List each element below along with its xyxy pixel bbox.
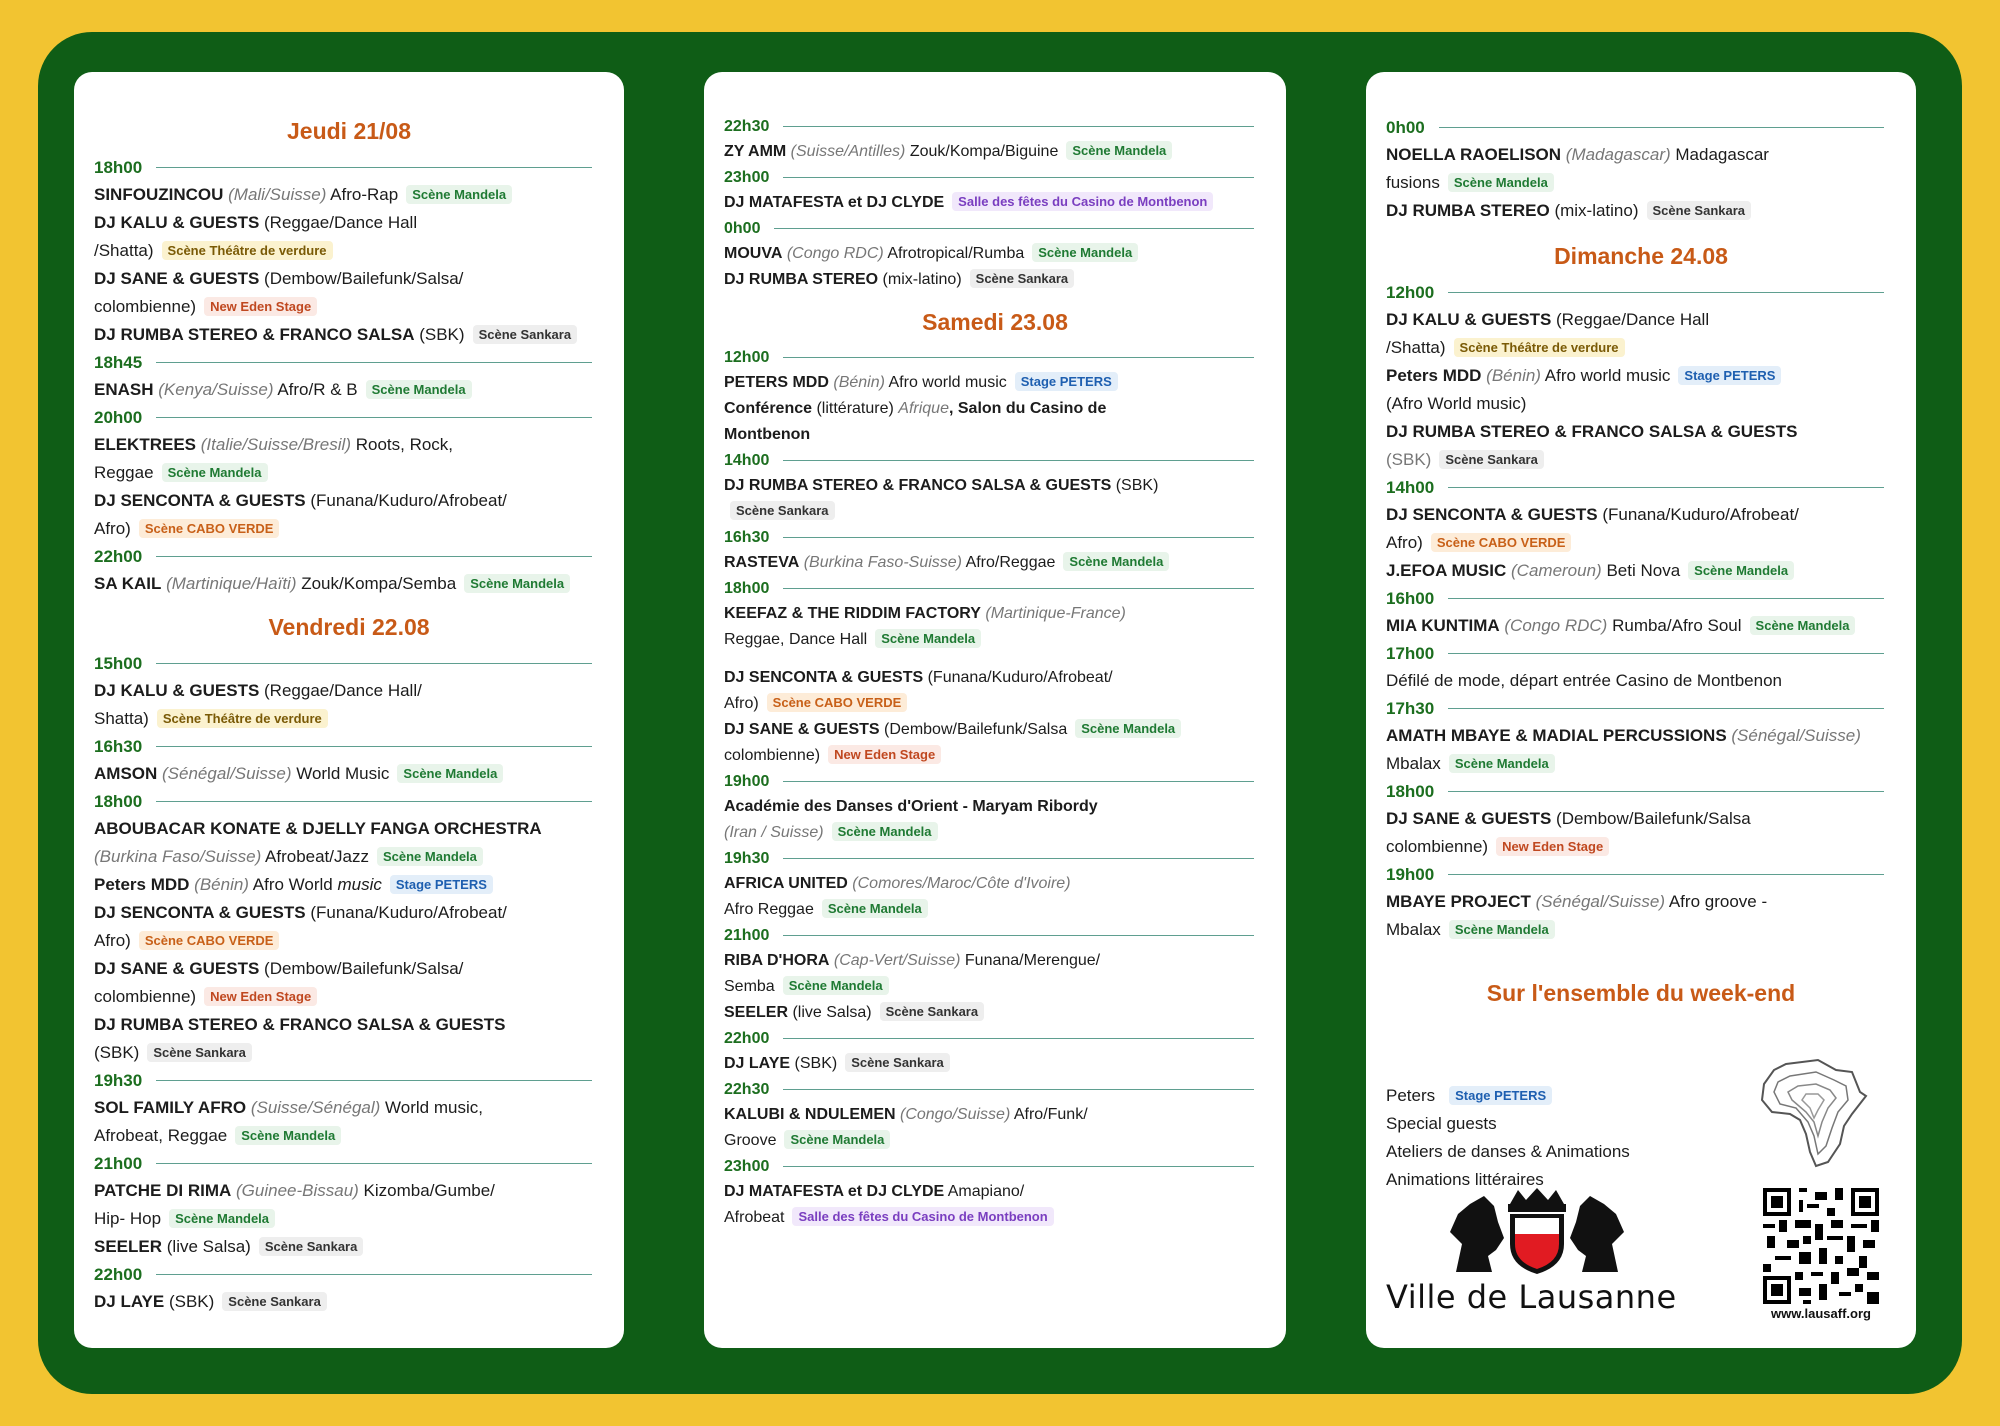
stage-badge: Scène Mandela	[162, 463, 268, 482]
stage-badge: Scène Sankara	[730, 501, 835, 520]
program-entry: ZY AMM (Suisse/Antilles) Zouk/Kompa/Biguine Scène Mandela	[724, 139, 1266, 165]
stage-badge: New Eden Stage	[828, 745, 941, 764]
stage-badge: Scène Sankara	[147, 1043, 252, 1062]
program-entry: DJ SENCONTA & GUESTS (Funana/Kuduro/Afrobeat/ Afro) Scène CABO VERDE	[94, 903, 507, 950]
stage-badge: Scène Mandela	[1063, 552, 1169, 571]
program-entry: SEELER (live Salsa) Scène Sankara	[94, 1233, 604, 1261]
program-entry: DJ SANE & GUESTS (Dembow/Bailefunk/Salsa Scène Mandela colombienne) New Eden Stage	[724, 717, 1266, 769]
panel-sunday	[1366, 72, 1916, 1348]
stage-badge: Scène Mandela	[235, 1126, 341, 1145]
stage-badge: Scène Mandela	[377, 847, 483, 866]
time-slot: 22h30	[724, 114, 1266, 139]
program-entry: SA KAIL (Martinique/Haïti) Zouk/Kompa/Semba Scène Mandela	[94, 570, 604, 598]
program-entry: DJ RUMBA STEREO & FRANCO SALSA & GUESTS (SBK) Scène Sankara	[94, 1015, 506, 1062]
time-slot: 12h00	[1386, 279, 1896, 306]
stage-badge: Salle des fêtes du Casino de Montbenon	[952, 192, 1213, 211]
program-entry: MOUVA (Congo RDC) Afrotropical/Rumba Scène Mandela	[724, 241, 1266, 267]
program-entry: PATCHE DI RIMA (Guinee-Bissau) Kizomba/Gumbe/ Hip- Hop Scène Mandela	[94, 1181, 495, 1228]
day-heading-friday: Vendredi 22.08	[268, 614, 430, 640]
program-entry: DJ SENCONTA & GUESTS (Funana/Kuduro/Afrobeat/ Afro) Scène CABO VERDE	[1386, 505, 1799, 552]
stage-badge: Scène Mandela	[1066, 141, 1172, 160]
program-entry: Conférence (littérature) Afrique, Salon du Casino de Montbenon	[724, 400, 1107, 443]
program-entry: DJ RUMBA STEREO (mix-latino) Scène Sankara	[1386, 197, 1896, 225]
stage-badge: Scène Théâtre de verdure	[1454, 338, 1625, 357]
time-slot: 22h00	[724, 1026, 1266, 1051]
website-link[interactable]: www.lausaff.org	[1771, 1306, 1871, 1321]
stage-badge: Scène Mandela	[832, 822, 938, 841]
stage-badge: Scène CABO VERDE	[139, 519, 280, 538]
program-entry: NOELLA RAOELISON (Madagascar) Madagascar fusions Scène Mandela	[1386, 145, 1769, 192]
time-slot: 16h30	[94, 733, 604, 760]
stage-badge: New Eden Stage	[204, 987, 317, 1006]
stage-badge: Scène Mandela	[1448, 173, 1554, 192]
time-slot: 16h30	[724, 525, 1266, 550]
stage-badge: Scène Sankara	[473, 325, 578, 344]
stage-badge: Scène Sankara	[845, 1053, 950, 1072]
stage-badge: Scène Sankara	[970, 269, 1075, 288]
day-heading-sunday: Dimanche 24.08	[1554, 243, 1728, 269]
program-entry: DJ MATAFESTA et DJ CLYDE Salle des fêtes du Casino de Montbenon	[724, 190, 1266, 216]
time-slot: 22h00	[94, 543, 604, 570]
stage-badge: Stage PETERS	[390, 875, 493, 894]
stage-badge: Stage PETERS	[1015, 372, 1118, 391]
stage-badge: Scène Mandela	[1449, 754, 1555, 773]
stage-badge: Scène Sankara	[1647, 201, 1752, 220]
stage-badge: Scène Mandela	[875, 629, 981, 648]
time-slot: 20h00	[94, 404, 604, 431]
program-entry: SOL FAMILY AFRO (Suisse/Sénégal) World music, Afrobeat, Reggae Scène Mandela	[94, 1098, 483, 1145]
time-slot: 23h00	[724, 165, 1266, 190]
stage-badge: Scène Sankara	[1439, 450, 1544, 469]
program-entry: DJ KALU & GUESTS (Reggae/Dance Hall /Shatta) Scène Théâtre de verdure	[1386, 310, 1710, 357]
panel-thursday-friday	[74, 72, 624, 1348]
program-entry: Peters MDD (Bénin) Afro World music Stage PETERS	[94, 871, 604, 899]
stage-badge: Scène Théâtre de verdure	[157, 709, 328, 728]
weekend-list	[1386, 1082, 1686, 1194]
africa-fingerprint-icon	[1756, 1056, 1874, 1172]
time-slot: 23h00	[724, 1154, 1266, 1179]
stage-badge: Scène Mandela	[1075, 719, 1181, 738]
time-slot: 18h45	[94, 349, 604, 376]
program-entry: MIA KUNTIMA (Congo RDC) Rumba/Afro Soul Scène Mandela	[1386, 612, 1896, 640]
stage-badge: Scène Mandela	[366, 380, 472, 399]
stage-badge: Scène Mandela	[784, 1130, 890, 1149]
program-entry: RIBA D'HORA (Cap-Vert/Suisse) Funana/Merengue/ Semba Scène Mandela	[724, 952, 1101, 995]
program-entry: KALUBI & NDULEMEN (Congo/Suisse) Afro/Funk/ Groove Scène Mandela	[724, 1106, 1088, 1149]
program-entry: SEELER (live Salsa) Scène Sankara	[724, 1000, 1266, 1026]
program-entry: DJ LAYE (SBK) Scène Sankara	[94, 1288, 604, 1316]
program-entry: DJ SANE & GUESTS (Dembow/Bailefunk/Salsa/ colombienne) New Eden Stage	[94, 959, 464, 1006]
program-entry: RASTEVA (Burkina Faso-Suisse) Afro/Reggae Scène Mandela	[724, 550, 1266, 576]
stage-badge: Scène CABO VERDE	[767, 693, 908, 712]
time-slot: 14h00	[1386, 474, 1896, 501]
stage-badge: Stage PETERS	[1678, 366, 1781, 385]
stage-badge: Salle des fêtes du Casino de Montbenon	[792, 1207, 1053, 1226]
program-entry: DJ RUMBA STEREO & FRANCO SALSA & GUESTS (SBK) Scène Sankara	[1386, 422, 1798, 469]
program-entry: PETERS MDD (Bénin) Afro world music Stage PETERS	[724, 370, 1266, 396]
time-slot: 19h30	[724, 846, 1266, 871]
program-entry: DJ KALU & GUESTS (Reggae/Dance Hall/ Shatta) Scène Théâtre de verdure	[94, 681, 422, 728]
program-entry: DJ LAYE (SBK) Scène Sankara	[724, 1051, 1266, 1077]
program-entry: ABOUBACAR KONATE & DJELLY FANGA ORCHESTRA (Burkina Faso/Suisse) Afrobeat/Jazz Scène Mandela	[94, 819, 542, 866]
program-entry: ENASH (Kenya/Suisse) Afro/R & B Scène Mandela	[94, 376, 604, 404]
qr-code-icon[interactable]	[1763, 1188, 1879, 1304]
time-slot: 15h00	[94, 650, 604, 677]
time-slot: 16h00	[1386, 585, 1896, 612]
time-slot: 18h00	[94, 788, 604, 815]
panel-saturday	[704, 72, 1286, 1348]
stage-badge: Scène Mandela	[1032, 243, 1138, 262]
weekend-heading: Sur l'ensemble du week-end	[1486, 980, 1796, 1006]
stage-badge: Scène Mandela	[1449, 920, 1555, 939]
stage-badge: Scène Sankara	[259, 1237, 364, 1256]
stage-badge: Scène Mandela	[1750, 616, 1856, 635]
time-slot: 17h30	[1386, 695, 1896, 722]
time-slot: 17h00	[1386, 640, 1896, 667]
stage-badge: Scène CABO VERDE	[1431, 533, 1572, 552]
time-slot: 14h00	[724, 448, 1266, 473]
time-slot: 12h00	[724, 345, 1266, 370]
program-entry: DJ SENCONTA & GUESTS (Funana/Kuduro/Afrobeat/ Afro) Scène CABO VERDE	[94, 491, 507, 538]
program-entry: AMSON (Sénégal/Suisse) World Music Scène Mandela	[94, 760, 604, 788]
program-entry: Académie des Danses d'Orient - Maryam Ribordy (Iran / Suisse) Scène Mandela	[724, 798, 1098, 841]
time-slot: 18h00	[724, 576, 1266, 601]
stage-badge: Scène Mandela	[397, 764, 503, 783]
stage-badge: New Eden Stage	[1496, 837, 1609, 856]
weekend-item: Ateliers de danses & Animations	[1386, 1142, 1630, 1161]
stage-badge: Scène Sankara	[880, 1002, 985, 1021]
stage-badge: Stage PETERS	[1449, 1086, 1552, 1105]
program-entry: DJ SANE & GUESTS (Dembow/Bailefunk/Salsa/ colombienne) New Eden Stage	[94, 269, 464, 316]
program-entry: DJ SENCONTA & GUESTS (Funana/Kuduro/Afrobeat/ Afro) Scène CABO VERDE	[724, 669, 1113, 712]
program-entry: Défilé de mode, départ entrée Casino de Montbenon	[1386, 671, 1782, 690]
lausanne-coat-of-arms-icon	[1442, 1186, 1632, 1276]
program-entry: J.EFOA MUSIC (Cameroun) Beti Nova Scène Mandela	[1386, 557, 1896, 585]
time-slot: 18h00	[1386, 778, 1896, 805]
program-entry: DJ MATAFESTA et DJ CLYDE Amapiano/ Afrobeat Salle des fêtes du Casino de Montbenon	[724, 1179, 1266, 1231]
program-entry: SINFOUZINCOU (Mali/Suisse) Afro-Rap Scène Mandela	[94, 181, 604, 209]
time-slot: 19h30	[94, 1067, 604, 1094]
day-heading-thursday: Jeudi 21/08	[286, 118, 412, 144]
program-entry: MBAYE PROJECT (Sénégal/Suisse) Afro groove - Mbalax Scène Mandela	[1386, 892, 1768, 939]
program-entry: DJ SANE & GUESTS (Dembow/Bailefunk/Salsa colombienne) New Eden Stage	[1386, 809, 1751, 856]
stage-badge: Scène Mandela	[169, 1209, 275, 1228]
stage-badge: Scène Théâtre de verdure	[162, 241, 333, 260]
program-entry: KEEFAZ & THE RIDDIM FACTORY (Martinique-France) Reggae, Dance Hall Scène Mandela	[724, 605, 1126, 648]
program-entry: DJ RUMBA STEREO & FRANCO SALSA (SBK) Scène Sankara	[94, 321, 604, 349]
time-slot: 21h00	[724, 923, 1266, 948]
stage-badge: Scène CABO VERDE	[139, 931, 280, 950]
stage-badge: New Eden Stage	[204, 297, 317, 316]
program-entry: ELEKTREES (Italie/Suisse/Bresil) Roots, Rock, Reggae Scène Mandela	[94, 435, 454, 482]
day-heading-saturday: Samedi 23.08	[922, 309, 1068, 335]
time-slot: 18h00	[94, 154, 604, 181]
time-slot: 21h00	[94, 1150, 604, 1177]
stage-badge: Scène Mandela	[1688, 561, 1794, 580]
program-entry: AFRICA UNITED (Comores/Maroc/Côte d'Ivoire) Afro Reggae Scène Mandela	[724, 875, 1071, 918]
time-slot: 22h30	[724, 1077, 1266, 1102]
weekend-item: Peters Stage PETERS	[1386, 1082, 1686, 1110]
time-slot: 0h00	[724, 216, 1266, 241]
stage-badge: Scène Mandela	[406, 185, 512, 204]
city-name: Ville de Lausanne	[1386, 1278, 1677, 1316]
program-entry: DJ RUMBA STEREO & FRANCO SALSA & GUESTS (SBK)Scène Sankara	[724, 477, 1159, 518]
stage-badge: Scène Sankara	[222, 1292, 327, 1311]
stage-badge: Scène Mandela	[783, 976, 889, 995]
time-slot: 19h00	[1386, 861, 1896, 888]
time-slot: 19h00	[724, 769, 1266, 794]
weekend-item: Special guests	[1386, 1114, 1497, 1133]
time-slot: 0h00	[1386, 114, 1896, 141]
program-entry: DJ RUMBA STEREO (mix-latino) Scène Sankara	[724, 267, 1266, 293]
program-entry: AMATH MBAYE & MADIAL PERCUSSIONS (Sénégal/Suisse) Mbalax Scène Mandela	[1386, 726, 1861, 773]
stage-badge: Scène Mandela	[464, 574, 570, 593]
stage-badge: Scène Mandela	[822, 899, 928, 918]
time-slot: 22h00	[94, 1261, 604, 1288]
program-entry: DJ KALU & GUESTS (Reggae/Dance Hall /Shatta) Scène Théâtre de verdure	[94, 213, 418, 260]
program-entry: Peters MDD (Bénin) Afro world music Stage PETERS (Afro World music)	[1386, 362, 1896, 418]
weekend-item: Animations littéraires	[1386, 1170, 1544, 1189]
